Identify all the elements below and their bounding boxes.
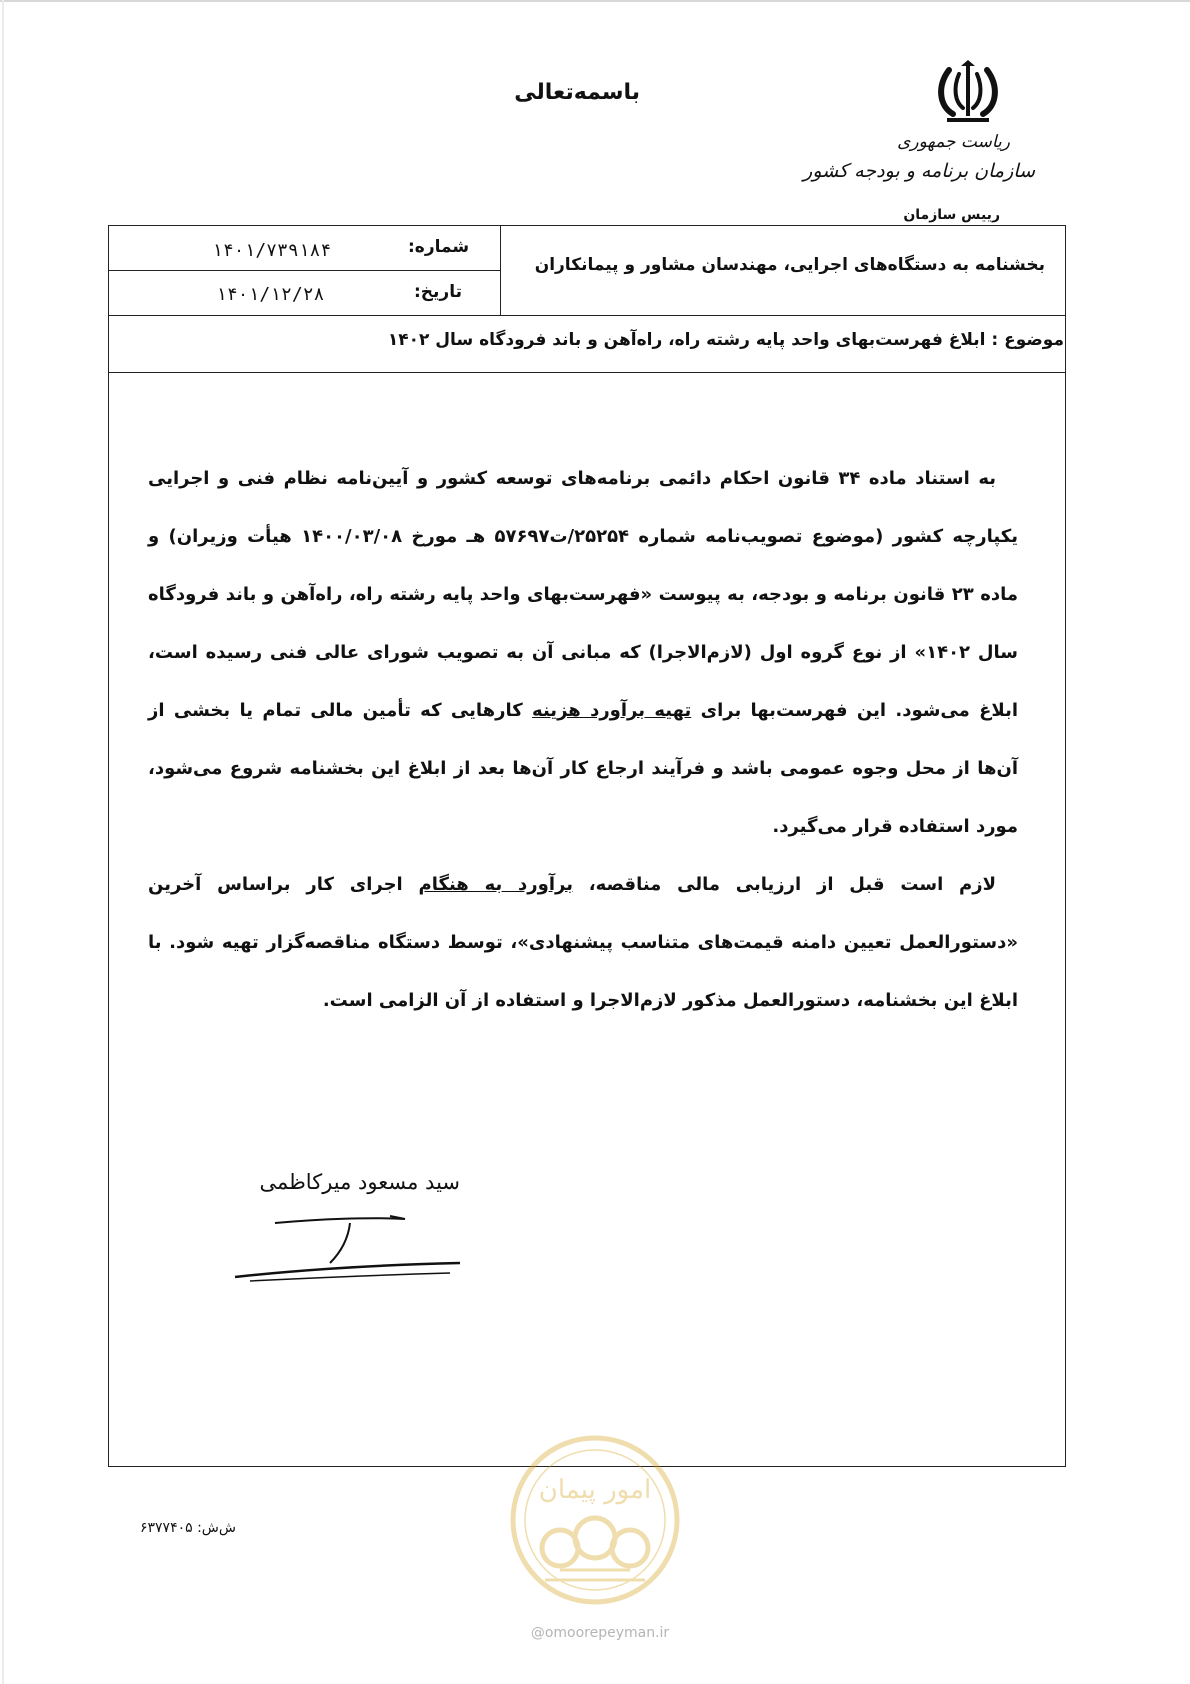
body-text-span: لازم است قبل از ارزیابی مالی مناقصه، bbox=[572, 874, 997, 895]
underlined-phrase: تهیه برآورد هزینه bbox=[532, 700, 692, 721]
signatory-name: سید مسعود میرکاظمی bbox=[259, 1170, 460, 1194]
footer-code: ش‌ش: ۶۳۷۷۴۰۵ bbox=[140, 1520, 236, 1536]
date-label: تاریخ: bbox=[414, 282, 462, 302]
svg-text:امور پیمان: امور پیمان bbox=[538, 1475, 652, 1505]
date-value: ۱۴۰۱/۱۲/۲۸ bbox=[216, 284, 325, 305]
body-text-span: به استناد ماده ۳۴ قانون احکام دائمی برنامه‌های توسعه کشور و آیین‌نامه نظام فنی و اجرایی یکپارچه کشور (موضوع تصویب‌نامه شماره ۲۵۲۵۴/ت۵۷۶۹۷ هـ مورخ ۱۴۰۰/۰۳/۰۸ هیأت وزیران) و ماده ۲۳ قانون برنامه و بودجه، به پیوست «فهرست‌بهای واحد پایه رشته راه، راه‌آهن و باند فرودگاه سال ۱۴۰۲» از نوع گروه اول (لازم‌الاجرا) که مبانی آن به تصویب شورای عالی فنی رسیده است، ابلاغ می‌شود. این فهرست‌بها برای bbox=[148, 468, 1019, 721]
iran-emblem-icon bbox=[935, 60, 1001, 126]
handwritten-signature bbox=[230, 1205, 470, 1295]
org-name-text: سازمان برنامه و بودجه کشور bbox=[803, 160, 1035, 182]
meta-divider bbox=[108, 270, 501, 271]
scan-left-edge bbox=[2, 0, 4, 1684]
bismillah-heading: باسمه‌تعالی bbox=[514, 80, 640, 105]
letter-body bbox=[148, 450, 1018, 1030]
header-divider bbox=[108, 315, 1066, 316]
scan-top-edge bbox=[0, 0, 1190, 8]
body-paragraph-2 bbox=[148, 856, 1018, 1030]
subject-line: موضوع : ابلاغ فهرست‌بهای واحد پایه رشته راه، راه‌آهن و باند فرودگاه سال ۱۴۰۲ bbox=[387, 330, 1064, 350]
number-label: شماره: bbox=[408, 237, 470, 257]
watermark-logo bbox=[505, 1430, 685, 1610]
watermark-url: @omoorepeyman.ir bbox=[530, 1625, 670, 1641]
body-paragraph-1 bbox=[148, 450, 1018, 856]
underlined-phrase: برآورد به هنگام bbox=[418, 874, 573, 895]
org-head-text: رییس سازمان bbox=[903, 207, 1000, 223]
body-text-span: کارهایی که تأمین مالی تمام یا بخشی از آن‌ها از محل وجوه عمومی باشد و فرآیند ارجاع کار آن‌ها بعد از ابلاغ این بخشنامه شروع می‌شود، مورد استفاده قرار می‌گیرد. bbox=[148, 700, 1018, 837]
org-presidency-text: ریاست جمهوری bbox=[897, 132, 1010, 152]
recipients-text: بخشنامه به دستگاه‌های اجرایی، مهندسان مشاور و پیمانکاران bbox=[534, 255, 1045, 275]
number-value: ۱۴۰۱/۷۳۹۱۸۴ bbox=[212, 240, 332, 261]
body-text-span: اجرای کار براساس آخرین «دستورالعمل تعیین دامنه قیمت‌های متناسب پیشنهادی»، توسط دستگاه مناقصه‌گزار تهیه شود. با ابلاغ این بخشنامه، دستورالعمل مذکور لازم‌الاجرا و استفاده از آن الزامی است. bbox=[148, 874, 1018, 1011]
subject-divider bbox=[108, 372, 1066, 373]
